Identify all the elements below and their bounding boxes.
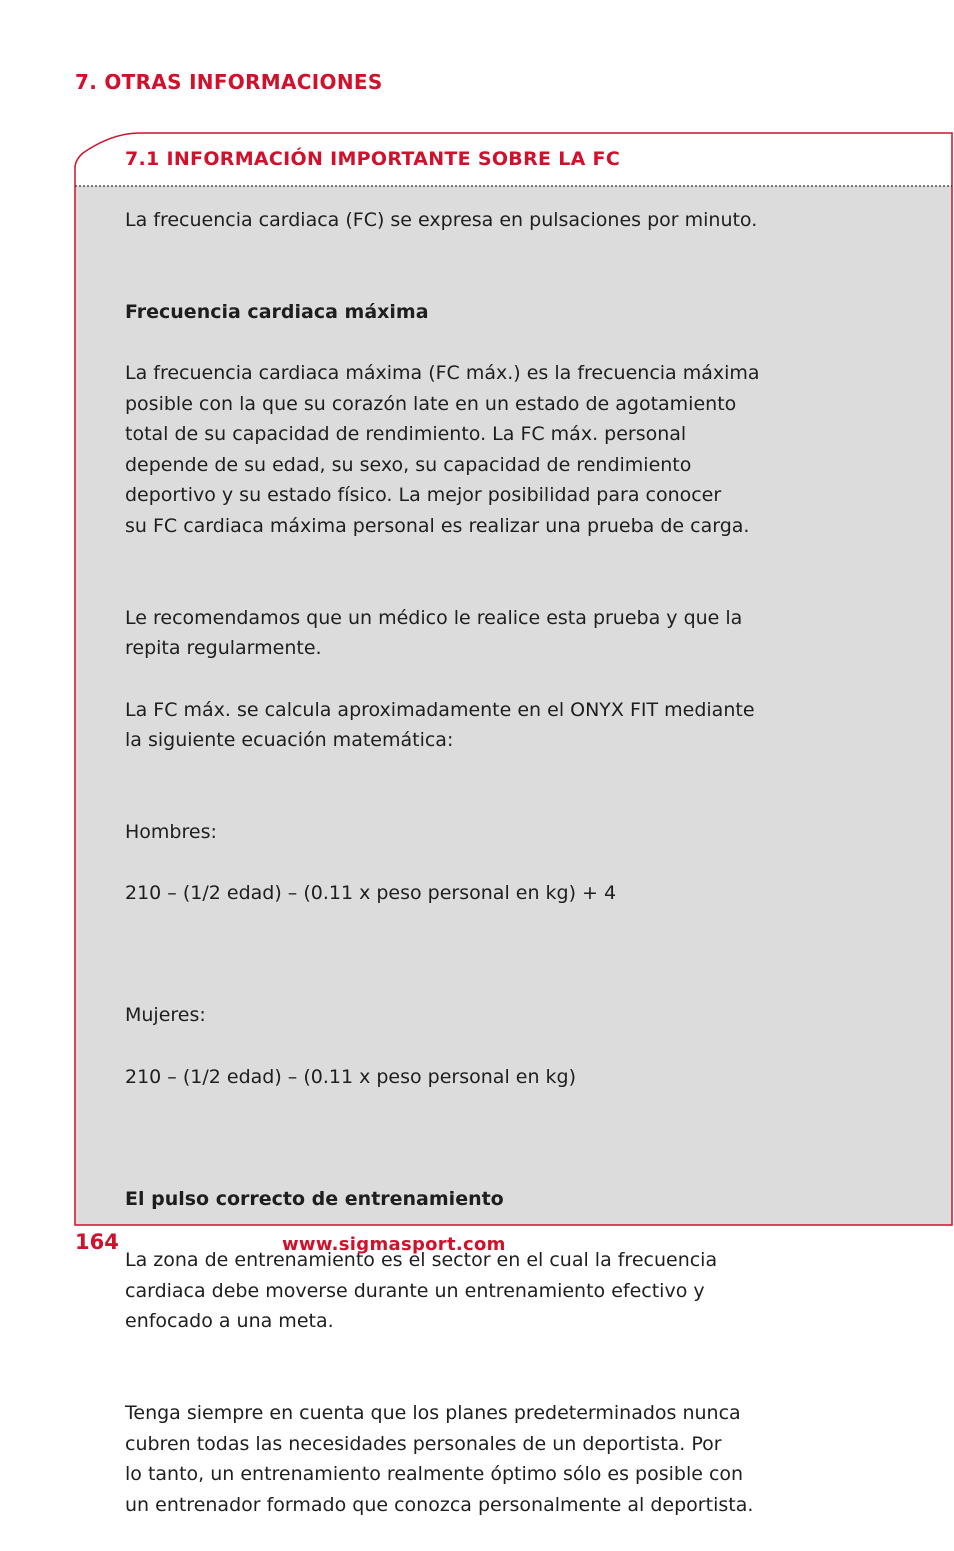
intro-paragraph: La frecuencia cardiaca (FC) se expresa en pulsaciones por minuto. (125, 209, 758, 231)
training-paragraph (125, 1153, 885, 1367)
max-hr-paragraph (125, 266, 885, 572)
calc-paragraph: La FC máx. se calcula aproximadamente en el ONYX FIT mediante la siguiente ecuación matemática: (125, 698, 755, 752)
chapter-title: 7. OTRAS INFORMACIONES (75, 70, 383, 94)
max-hr-body: La frecuencia cardiaca máxima (FC máx.) es la frecuencia máxima posible con la que su corazón late en un estado de agotamiento total de su capacidad de rendimiento. La FC máx. personal depende de su edad, su sexo, su capacidad de rendimiento deportivo y su estado físico. La mejor posibilidad para conocer su FC cardiaca máxima personal es realizar una prueba de carga. (125, 361, 760, 537)
training-body: La zona de entrenamiento es el sector en el cual la frecuencia cardiaca debe moverse durante un entrenamiento efectivo y enfocado a una meta. (125, 1249, 718, 1333)
closing-paragraph: Tenga siempre en cuenta que los planes predeterminados nunca cubren todas las necesidades personales de un deportista. Por lo tanto, un entrenamiento realmente óptimo sólo es posible con un entrenador formado que conozca personalmente al deportista. (125, 1402, 754, 1516)
website-link[interactable]: www.sigmasport.com (282, 1234, 506, 1255)
content-body (125, 205, 885, 1551)
training-heading: El pulso correcto de entrenamiento (125, 1188, 504, 1210)
men-label: Hombres: (125, 820, 217, 843)
women-formula: 210 – (1/2 edad) – (0.11 x peso personal en kg) (125, 1065, 577, 1088)
section-title: 7.1 INFORMACIÓN IMPORTANTE SOBRE LA FC (125, 148, 621, 170)
page-number: 164 (75, 1230, 119, 1254)
women-label: Mujeres: (125, 1004, 206, 1027)
max-hr-heading: Frecuencia cardiaca máxima (125, 300, 429, 323)
doctor-paragraph: Le recomendamos que un médico le realice esta prueba y que la repita regularmente. (125, 606, 743, 660)
women-formula-block (125, 970, 885, 1123)
men-formula: 210 – (1/2 edad) – (0.11 x peso personal en kg) + 4 (125, 882, 617, 905)
men-formula-block (125, 786, 885, 939)
